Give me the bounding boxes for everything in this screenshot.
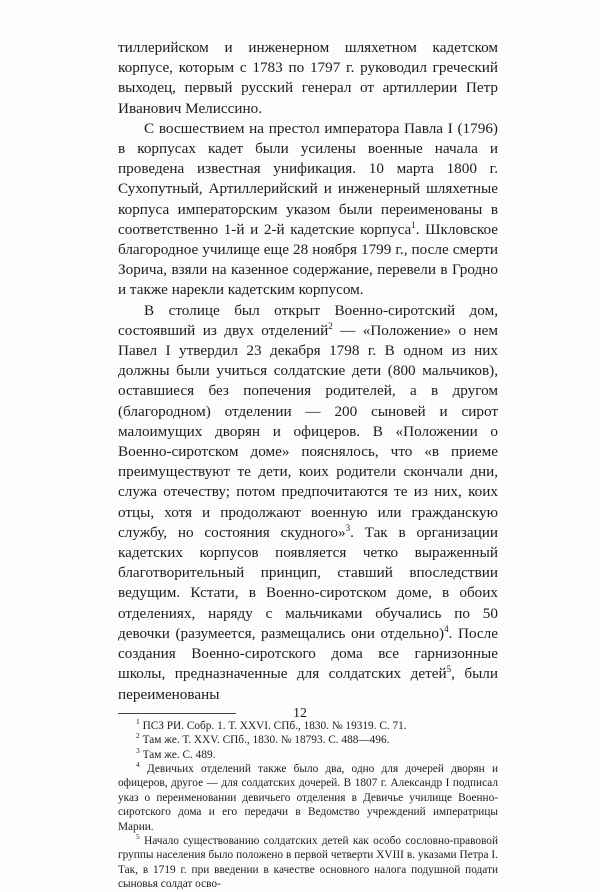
- paragraph-text: С восшествием на престол императора Павла I (1796) в корпусах кадет были усилены военные начала и проведена известная унификация. 10 марта 1800 г. Сухопутный, Артиллерийский и инженерный шляхетные корпуса императорским указом были переименованы в соответственно 1-й и 2-й кадетские корпуса: [118, 119, 498, 238]
- page-number: 12: [293, 706, 307, 721]
- book-page: [118, 38, 498, 892]
- paragraph-text: . Так в организации кадетских корпусов появляется четко выраженный благотворительный принцип, ставший впоследствии ведущим. Кстати, в Военно-сиротском доме, в обоих отделениях, наряду с мальчиками обучались по 50 девочки (разумеется, размещались они отдельно): [118, 523, 498, 642]
- paragraph-text: . После создания Военно-сиротского дома все гарнизонные школы, предназначенные для солдатских детей: [118, 624, 498, 683]
- paragraph-text: — «Положение» о нем Павел I утвердил 23 декабря 1798 г. В одном из них должны были учиться солдатские дети (800 мальчиков), оставшиеся без попечения родителей, а в другом (благородном) отделении — 200 сыновей и сирот малоимущих дворян и офицеров. В «Положении о Военно-сиротском доме» пояснялось, что «в приеме преимуществуют те дети, коих родители скончали дни, служа отечеству; потом предпочитаются те из них, коих отцы, хотя и продолжают военную или гражданскую службу, но состояния скудного»: [118, 321, 499, 541]
- paragraph: [118, 119, 498, 301]
- footnote-number: 3: [136, 745, 140, 755]
- footnote-text: ПСЗ РИ. Собр. 1. Т. XXVI. СПб., 1830. № 19319. С. 71.: [142, 719, 407, 732]
- paragraph-text: , были переименованы: [118, 665, 498, 703]
- footnote-reference[interactable]: 5: [446, 664, 452, 675]
- paragraph-text: . Шкловское благородное училище еще 28 ноября 1799 г., после смерти Зорича, взяли на казенное содержание, перевели в Гродно и также нарекли кадетским корпусом.: [118, 220, 498, 299]
- footnote-reference[interactable]: 3: [345, 522, 351, 533]
- footnote: [118, 762, 498, 834]
- footnote-text: Девичьих отделений также было два, одно для дочерей дворян и офицеров, другое — для солдатских дочерей. В 1807 г. Александр I подписал указ о переименовании девичьего отделения в Девичье училище Военно-сиротского дома и его передачи в Ведомство учреждений императрицы Марии.: [118, 762, 499, 833]
- footnote-number: 5: [136, 832, 140, 842]
- footnote-text: Там же. Т. XXV. СПб., 1830. № 18793. С. 488—496.: [142, 734, 390, 747]
- paragraph-text: В столице был открыт Военно-сиротский дом, состоявший из двух отделений: [118, 301, 498, 339]
- paragraph: [118, 38, 498, 119]
- footnote-text: Начало существованию солдатских детей как особо сословно-правовой группы населения было положено в первой четверти XVIII в. указами Петра I. Так, в 1719 г. при введении в качестве основного налога подушной подати сыновья солдат осво-: [118, 834, 498, 891]
- main-text: [118, 38, 498, 705]
- footnotes-section: [118, 713, 498, 892]
- paragraph: [118, 301, 498, 705]
- footnote-reference[interactable]: 2: [328, 320, 333, 331]
- footnote-reference[interactable]: 4: [444, 623, 449, 634]
- footnote-number: 4: [136, 760, 140, 770]
- footnote: [118, 834, 498, 892]
- footnote-number: 1: [136, 716, 140, 726]
- footnote-text: Там же. С. 489.: [142, 748, 216, 761]
- footnote-list: [118, 716, 499, 892]
- footnote-reference[interactable]: 1: [411, 219, 416, 230]
- footnote-number: 2: [136, 731, 140, 741]
- footnote: [118, 733, 498, 747]
- paragraph-text: тиллерийском и инженерном шляхетном кадетском корпусе, которым с 1783 по 1797 г. руководил греческий выходец, первый русский генерал от артиллерии Петр Иванович Мелиссино.: [118, 39, 498, 117]
